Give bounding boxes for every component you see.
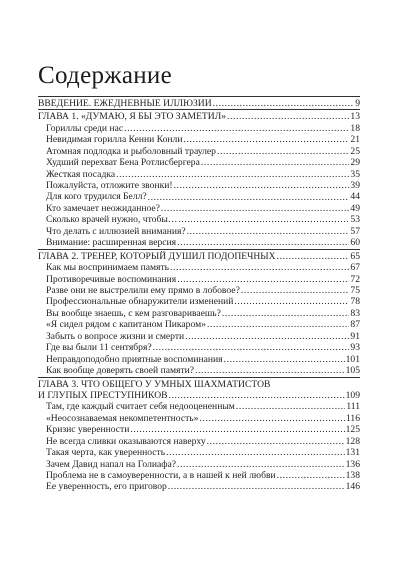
toc-entry-title: «Неосознаваемая некомпетентность» (46, 412, 199, 424)
toc-entry-title: ГЛАВА 2. ТРЕНЕР, КОТОРЫЙ ДУШИЛ ПОДОПЕЧНЫХ (38, 250, 276, 262)
toc-chapter-entry[interactable] (38, 98, 360, 109)
toc-entry-title: Худший перехват Бена Ротлисбергера (46, 157, 200, 169)
toc-entry-title: Жесткая посадка (46, 168, 116, 180)
toc-entry-title: Противоречивые воспоминания (46, 273, 177, 285)
toc-entry-title: ВВЕДЕНИЕ. ЕЖЕДНЕВНЫЕ ИЛЛЮЗИИ (38, 97, 212, 109)
dot-leader (217, 146, 349, 157)
dot-leader (177, 459, 345, 470)
toc-entry[interactable] (38, 296, 360, 307)
dot-leader (199, 413, 344, 424)
toc-entry-title: Ее уверенность, его приговор (46, 481, 167, 493)
toc-entry-title: Атомная подлодка и рыболовный траулер (46, 145, 216, 157)
toc-page-number: 83 (350, 307, 360, 319)
toc-page-number: 91 (350, 330, 360, 342)
dot-leader (277, 251, 350, 262)
toc-page-number: 21 (350, 134, 360, 146)
toc-page-number: 35 (350, 168, 360, 180)
toc-page-number: 29 (350, 157, 360, 169)
toc-entry-title: Гориллы среди нас (46, 122, 124, 134)
toc-entry-title: Проблема не в самоуверенности, а в нашей к ней любви (46, 469, 276, 481)
page-title: Содержание (38, 62, 172, 89)
toc-entry-title: ГЛАВА 1. «ДУМАЮ, Я БЫ ЭТО ЗАМЕТИЛ» (38, 111, 227, 123)
toc-page-number: 101 (345, 353, 360, 365)
toc-page-number: 136 (345, 458, 360, 470)
toc-page-number: 128 (345, 435, 360, 447)
dot-leader (116, 169, 349, 180)
toc-entry-title: Кто замечает неожиданное? (46, 202, 160, 214)
toc-entry[interactable] (38, 123, 360, 134)
dot-leader (207, 319, 349, 330)
dot-leader (227, 111, 349, 122)
toc-entry[interactable] (38, 459, 360, 470)
toc-entry[interactable] (38, 413, 360, 424)
toc-page-number: 65 (350, 250, 360, 262)
toc-entry[interactable] (38, 470, 360, 481)
toc-section-introduction (38, 96, 360, 109)
toc-entry[interactable] (38, 146, 360, 157)
toc-page-number: 109 (345, 389, 360, 401)
toc-entry-title: Забыть о вопросе жизни и смерти (46, 330, 185, 342)
toc-entry-title: Вы вообще знаешь, с кем разговариваешь? (46, 307, 221, 319)
toc-chapter-entry[interactable] (38, 111, 360, 122)
dot-leader (241, 285, 350, 296)
toc-entry[interactable] (38, 331, 360, 342)
dot-leader (195, 365, 345, 376)
toc-page-number: 78 (350, 296, 360, 308)
dot-leader (148, 192, 350, 203)
dot-leader (169, 390, 345, 401)
toc-page-number: 57 (350, 225, 360, 237)
toc-entry[interactable] (38, 354, 360, 365)
dot-leader (185, 331, 349, 342)
toc-entry-title: Сколько врачей нужно, чтобы… (46, 214, 178, 226)
dot-leader (178, 214, 349, 225)
dot-leader (161, 203, 349, 214)
toc-entry[interactable] (38, 203, 360, 214)
toc-entry[interactable] (38, 365, 360, 376)
dot-leader (234, 296, 349, 307)
toc-entry-title: Там, где каждый считает себя недооцененным (46, 401, 235, 413)
toc-section-chapter-3 (38, 377, 360, 493)
toc-page-number: 49 (350, 202, 360, 214)
toc-entry[interactable] (38, 274, 360, 285)
toc-entry-title: Для кого трудился Белл? (46, 191, 147, 203)
toc-entry[interactable] (38, 481, 360, 492)
toc-page-number: 93 (350, 342, 360, 354)
dot-leader (124, 123, 349, 134)
toc-entry[interactable] (38, 436, 360, 447)
toc-entry[interactable] (38, 319, 360, 330)
toc-page-number: 72 (350, 273, 360, 285)
toc-entry[interactable] (38, 308, 360, 319)
toc-page-number: 67 (350, 262, 360, 274)
toc-entry[interactable] (38, 447, 360, 458)
toc-entry[interactable] (38, 214, 360, 225)
toc-page-number: 44 (350, 191, 360, 203)
dot-leader (222, 308, 350, 319)
toc-entry-title: Не всегда сливки оказываются наверху (46, 435, 206, 447)
dot-leader (224, 354, 345, 365)
toc-chapter-title-line: ГЛАВА 3. ЧТО ОБЩЕГО У УМНЫХ ШАХМАТИСТОВ (38, 378, 271, 390)
toc-entry[interactable] (38, 157, 360, 168)
toc-entry[interactable] (38, 169, 360, 180)
dot-leader (207, 436, 345, 447)
toc-entry[interactable] (38, 262, 360, 273)
toc-entry-title: Как вообще доверять своей памяти? (46, 365, 195, 377)
toc-entry-title: Профессиональные обнаружители изменений (46, 296, 234, 308)
toc-entry[interactable] (38, 401, 360, 412)
toc-entry-title: Невидимая горилла Кенни Конли (46, 134, 183, 146)
dot-leader (236, 401, 345, 412)
toc-chapter-entry[interactable] (38, 251, 360, 262)
toc-page-number: 13 (350, 111, 360, 123)
toc-page-number: 60 (350, 237, 360, 249)
toc-section-chapter-1 (38, 109, 360, 248)
toc-page-number: 125 (345, 424, 360, 436)
toc-entry-title: Кризис уверенности (46, 424, 130, 436)
toc-entry[interactable] (38, 180, 360, 191)
toc-chapter-entry[interactable] (38, 390, 360, 401)
toc-entry[interactable] (38, 285, 360, 296)
toc-entry-title: Где вы были 11 сентября? (46, 342, 152, 354)
toc-page-number: 39 (350, 180, 360, 192)
dot-leader (166, 447, 344, 458)
toc-entry-title: Такая черта, как уверенность (46, 447, 166, 459)
dot-leader (177, 274, 349, 285)
table-of-contents (38, 96, 360, 493)
dot-leader (170, 262, 349, 273)
toc-page-number: 87 (350, 319, 360, 331)
toc-page-number: 111 (346, 401, 360, 413)
toc-page-number: 116 (345, 412, 360, 424)
toc-entry[interactable] (38, 237, 360, 248)
dot-leader (174, 180, 350, 191)
dot-leader (213, 98, 355, 109)
toc-page-number: 75 (350, 284, 360, 296)
toc-entry-title: Внимание: расширенная версия (46, 237, 177, 249)
toc-entry[interactable] (38, 192, 360, 203)
dot-leader (153, 342, 350, 353)
toc-entry-title: Разве они не выстрелили ему прямо в лобовое? (46, 284, 240, 296)
toc-page-number: 9 (355, 97, 360, 109)
dot-leader (183, 134, 349, 145)
dot-leader (277, 470, 345, 481)
toc-entry[interactable] (38, 134, 360, 145)
toc-entry-title: Пожалуйста, отложите звонки! (46, 180, 173, 192)
toc-page-number: 146 (345, 481, 360, 493)
toc-entry-title: Неправдоподобно приятные воспоминания (46, 353, 223, 365)
toc-page-number: 105 (345, 365, 360, 377)
toc-page-number: 18 (350, 122, 360, 134)
dot-leader (168, 481, 345, 492)
toc-entry-title: Что делать с иллюзией внимания? (46, 225, 186, 237)
dot-leader (187, 226, 350, 237)
toc-entry-title: Как мы воспринимаем память (46, 262, 170, 274)
toc-section-chapter-2 (38, 249, 360, 377)
dot-leader (177, 237, 349, 248)
toc-page-number: 53 (350, 214, 360, 226)
toc-entry-title: Зачем Давид напал на Голиафа? (46, 458, 176, 470)
toc-page-number: 138 (345, 469, 360, 481)
toc-entry-title: «Я сидел рядом с капитаном Пикаром» (46, 319, 206, 331)
toc-page-number: 131 (345, 447, 360, 459)
toc-entry-title: И ГЛУПЫХ ПРЕСТУПНИКОВ (38, 389, 168, 401)
toc-page-number: 25 (350, 145, 360, 157)
toc-entry[interactable] (38, 226, 360, 237)
dot-leader (201, 157, 350, 168)
dot-leader (130, 424, 344, 435)
toc-entry[interactable] (38, 424, 360, 435)
toc-entry[interactable] (38, 342, 360, 353)
